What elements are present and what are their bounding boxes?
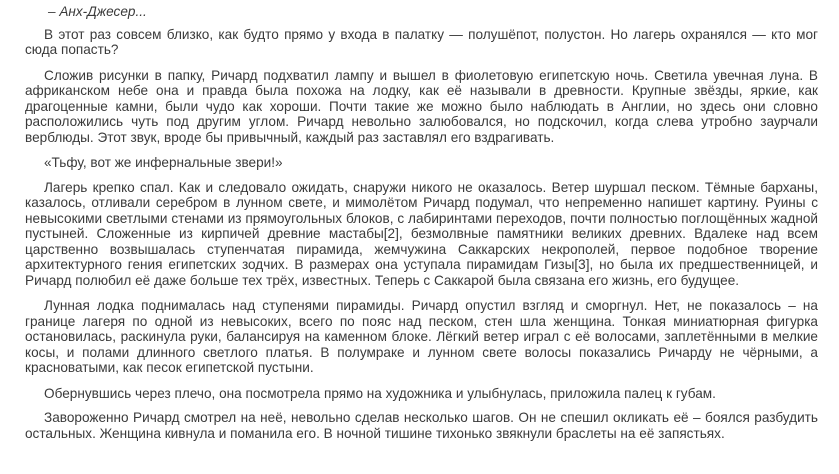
paragraph-3: «Тьфу, вот же инфернальные звери!» [44,155,283,170]
paragraph-1: В этот раз совсем близко, как будто прямо у входа в палатку — полушёпот, полустон. Но лагерь охранялся — кто мог сюда попасть? [25,26,818,57]
paragraph-6: Обернувшись через плечо, она посмотрела прямо на художника и улыбнулась, приложила палец к губам. [44,385,716,401]
paragraph-5: Лунная лодка поднималась над ступенями пирамиды. Ричард опустил взгляд и сморгнул. Нет, не показалось – на границе лагеря по одной из невысоких, всего по пояс над песком, стен шла женщина. Тонкая миниатюрная фигурка остановилась, раскинула руки, балансируя на каменном блоке. Лёгкий ветер играл с её волосами, заплетёнными в мелкие косы, и полами длинного светлого платья. В полумраке и лунном свете волосы показались Ричарду не чёрными, а красноватыми, как песок египетской пустыни. [25,298,818,375]
epigraph-signature: – Анх-Джесер... [48,4,147,19]
paragraph-7: Завороженно Ричард смотрел на неё, невольно сделав несколько шагов. Он не спешил окликать её – боялся разбудить остальных. Женщина кивнула и поманила его. В ночной тишине тихонько звякнули браслеты на её запястьях. [25,410,818,441]
paragraph-4: Лагерь крепко спал. Как и следовало ожидать, снаружи никого не оказалось. Ветер шуршал песком. Тёмные барханы, казалось, отливали серебром в лунном свете, и мимолётом Ричард подумал, что непременно напишет картину. Руины с невысокими светлыми стенами из прямоугольных блоков, с лабиринтами переходов, почти полностью поглощённых жадной пустыней. Сложенные из кирпичей древние мастабы[2], безмолвные памятники великих древних. Вдалеке над всем царственно возвышалась ступенчатая пирамида, жемчужина Саккарских некрополей, первое подобное творение архитектурного гения египетских зодчих. В размерах она уступала пирамидам Гизы[3], но была их предшественницей, и Ричард полюбил её даже больше тех трёх, известных. Теперь с Саккарой была связана его жизнь, его будущее. [25,179,818,288]
paragraph-2: Сложив рисунки в папку, Ричард подхватил лампу и вышел в фиолетовую египетскую ночь. Светила увечная луна. В африканском небе она и правда была похожа на лодку, как её называли в древности. Крупные звёзды, яркие, как драгоценные камни, были чудо как хороши. Почти такие же можно было наблюдать в Англии, но здесь они словно расположились чуть под другим углом. Ричард невольно залюбовался, но подскочил, когда слева утробно заурчали верблюды. Этот звук, вроде бы привычный, каждый раз заставлял его вздрагивать. [25,67,818,145]
